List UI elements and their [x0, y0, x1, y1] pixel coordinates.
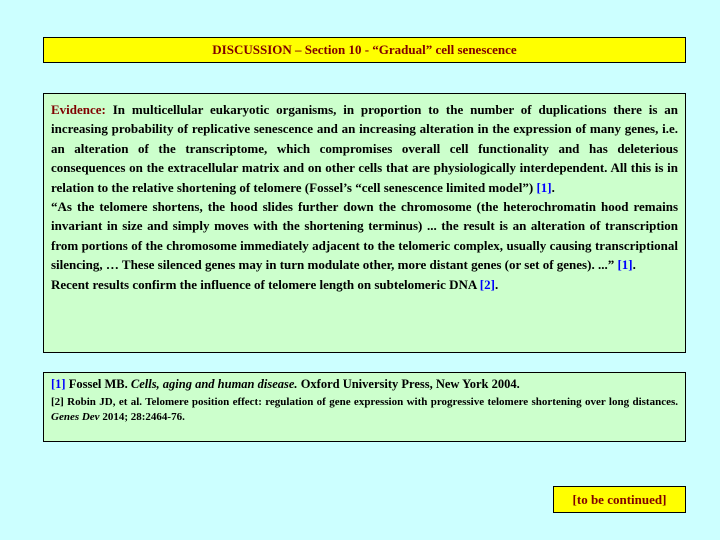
punct: .	[494, 276, 499, 292]
slide-title	[43, 37, 686, 63]
punct: .	[632, 257, 636, 273]
reference-2	[51, 395, 678, 424]
citation-link[interactable]: [1]	[617, 257, 633, 273]
reference-publisher: Oxford University Press, New York 2004.	[297, 377, 520, 391]
punct: .	[551, 179, 555, 195]
evidence-text: In multicellular eukaryotic organisms, in proportion to the number of duplications there is an increasing probability of replicative senescence and an increasing alteration in the expression of many genes, i.e. an alteration of the transcriptome, which compromises overall cell functionality and has deleterious consequences on the extracellular matrix and on other cells that are physiologically interdependent. All this is in relation to the relative shortening of telomere (Fossel’s “cell senescence limited model”)	[51, 102, 678, 195]
reference-title: Cells, aging and human disease.	[130, 377, 298, 391]
slide-title-text: DISCUSSION – Section 10 - “Gradual” cell senescence	[212, 42, 517, 57]
evidence-box	[43, 93, 686, 353]
reference-text: [2] Robin JD, et al. Telomere position effect: regulation of gene expression with progressive telomere shortening over long distances.	[51, 396, 678, 408]
reference-journal: Genes Dev	[51, 410, 100, 423]
continued-button[interactable]	[553, 486, 686, 513]
quote-paragraph	[51, 197, 678, 275]
reference-1	[51, 377, 678, 392]
evidence-label: Evidence:	[51, 102, 106, 117]
recent-text: Recent results confirm the influence of telomere length on subtelomeric DNA	[51, 276, 480, 292]
continued-label: [to be continued]	[572, 491, 667, 507]
references-box	[43, 372, 686, 442]
reference-author: Fossel MB.	[65, 377, 131, 391]
quote-text: “As the telomere shortens, the hood slides further down the chromosome (the heterochromatin hood remains invariant in size and simply moves with the shortening terminus) ... the result is an alteration of transcription from portions of the chromosome immediately adjacent to the telomeric complex, usually causing transcriptional silencing, … These silenced genes may in turn modulate other, more distant genes (or set of genes). ...”	[51, 199, 678, 273]
citation-link[interactable]: [1]	[536, 179, 552, 195]
recent-paragraph	[51, 275, 678, 294]
reference-citation: 2014; 28:2464-76.	[99, 410, 185, 423]
evidence-paragraph	[51, 100, 678, 197]
citation-link[interactable]: [2]	[479, 276, 495, 292]
reference-number: [1]	[51, 377, 66, 391]
